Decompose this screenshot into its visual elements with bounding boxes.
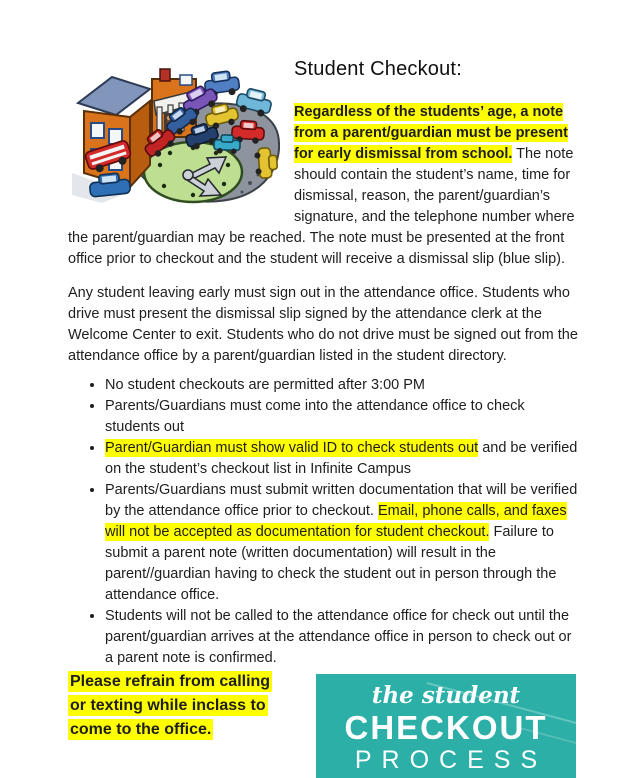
intro-highlighted-text: Regardless of the students’ age, a note from a parent/guardian must be present for early dismissal from school.: [294, 104, 568, 162]
checkout-rules-list: [68, 375, 578, 669]
school-traffic-illustration: [72, 45, 280, 205]
rule-item-come-into-office: [105, 396, 578, 438]
badge-checkout-text: CHECKOUT: [344, 709, 548, 746]
rule-highlight: Email, phone calls, and faxes will not be accepted as documentation for student checkout.: [105, 503, 567, 540]
signout-paragraph: Any student leaving early must sign out in the attendance office. Students who drive must present the dismissal slip signed by the attendance clerk at the Welcome Center to exit. Students who do not drive must be signed out from the attendance office by a parent/guardian listed in the student directory.: [68, 285, 578, 364]
badge-process-text: PROCESS: [354, 746, 548, 774]
page-title: Student Checkout:: [294, 58, 462, 80]
closing-text: or texting while in: [70, 697, 207, 714]
rule-text: No student checkouts are permitted after 3:00 PM: [105, 377, 425, 393]
rule-text: Parents/Guardians must submit written documentation that will be verified by the attendance office prior to checkout.: [105, 482, 578, 519]
closing-section: [68, 670, 578, 778]
rule-highlight: Parent/Guardian must show valid ID to check students out: [105, 440, 479, 456]
rule-text: Failure to submit a parent note (written documentation) will result in the parent//guardian having to check the student out in person through the attendance office.: [105, 524, 557, 603]
rule-text: Students will not be called to the attendance office for check out until the parent/guardian arrives at the attendance office in person to check out or a parent note is confirmed.: [105, 608, 572, 666]
checkout-process-badge: [316, 674, 576, 778]
badge-script-text: the student: [371, 682, 521, 709]
closing-highlight: [68, 695, 268, 716]
closing-text: class to: [206, 697, 266, 714]
rule-item-no-checkouts-after-3pm: [105, 375, 578, 396]
school-traffic-clipart-icon: [72, 45, 280, 205]
rule-item-valid-id: [105, 438, 578, 480]
intro-body-text: The note should contain the student’s name, time for dismissal, reason, the parent/guardian’s signature, and the telephone number where the parent/guardian may be reached. The note must be presented at the front office prior to checkout and the student will receive a dismissal slip (blue slip).: [68, 146, 575, 267]
rule-item-written-documentation: [105, 480, 578, 606]
closing-highlight: come to the office.: [70, 721, 212, 738]
rule-text: and be verified on the student’s checkout list in Infinite Campus: [105, 440, 578, 477]
rule-item-not-called-until-arrival: [105, 606, 578, 669]
closing-highlight: Please refrain from calling: [70, 673, 271, 690]
rule-text: Parents/Guardians must come into the attendance office to check students out: [105, 398, 525, 435]
